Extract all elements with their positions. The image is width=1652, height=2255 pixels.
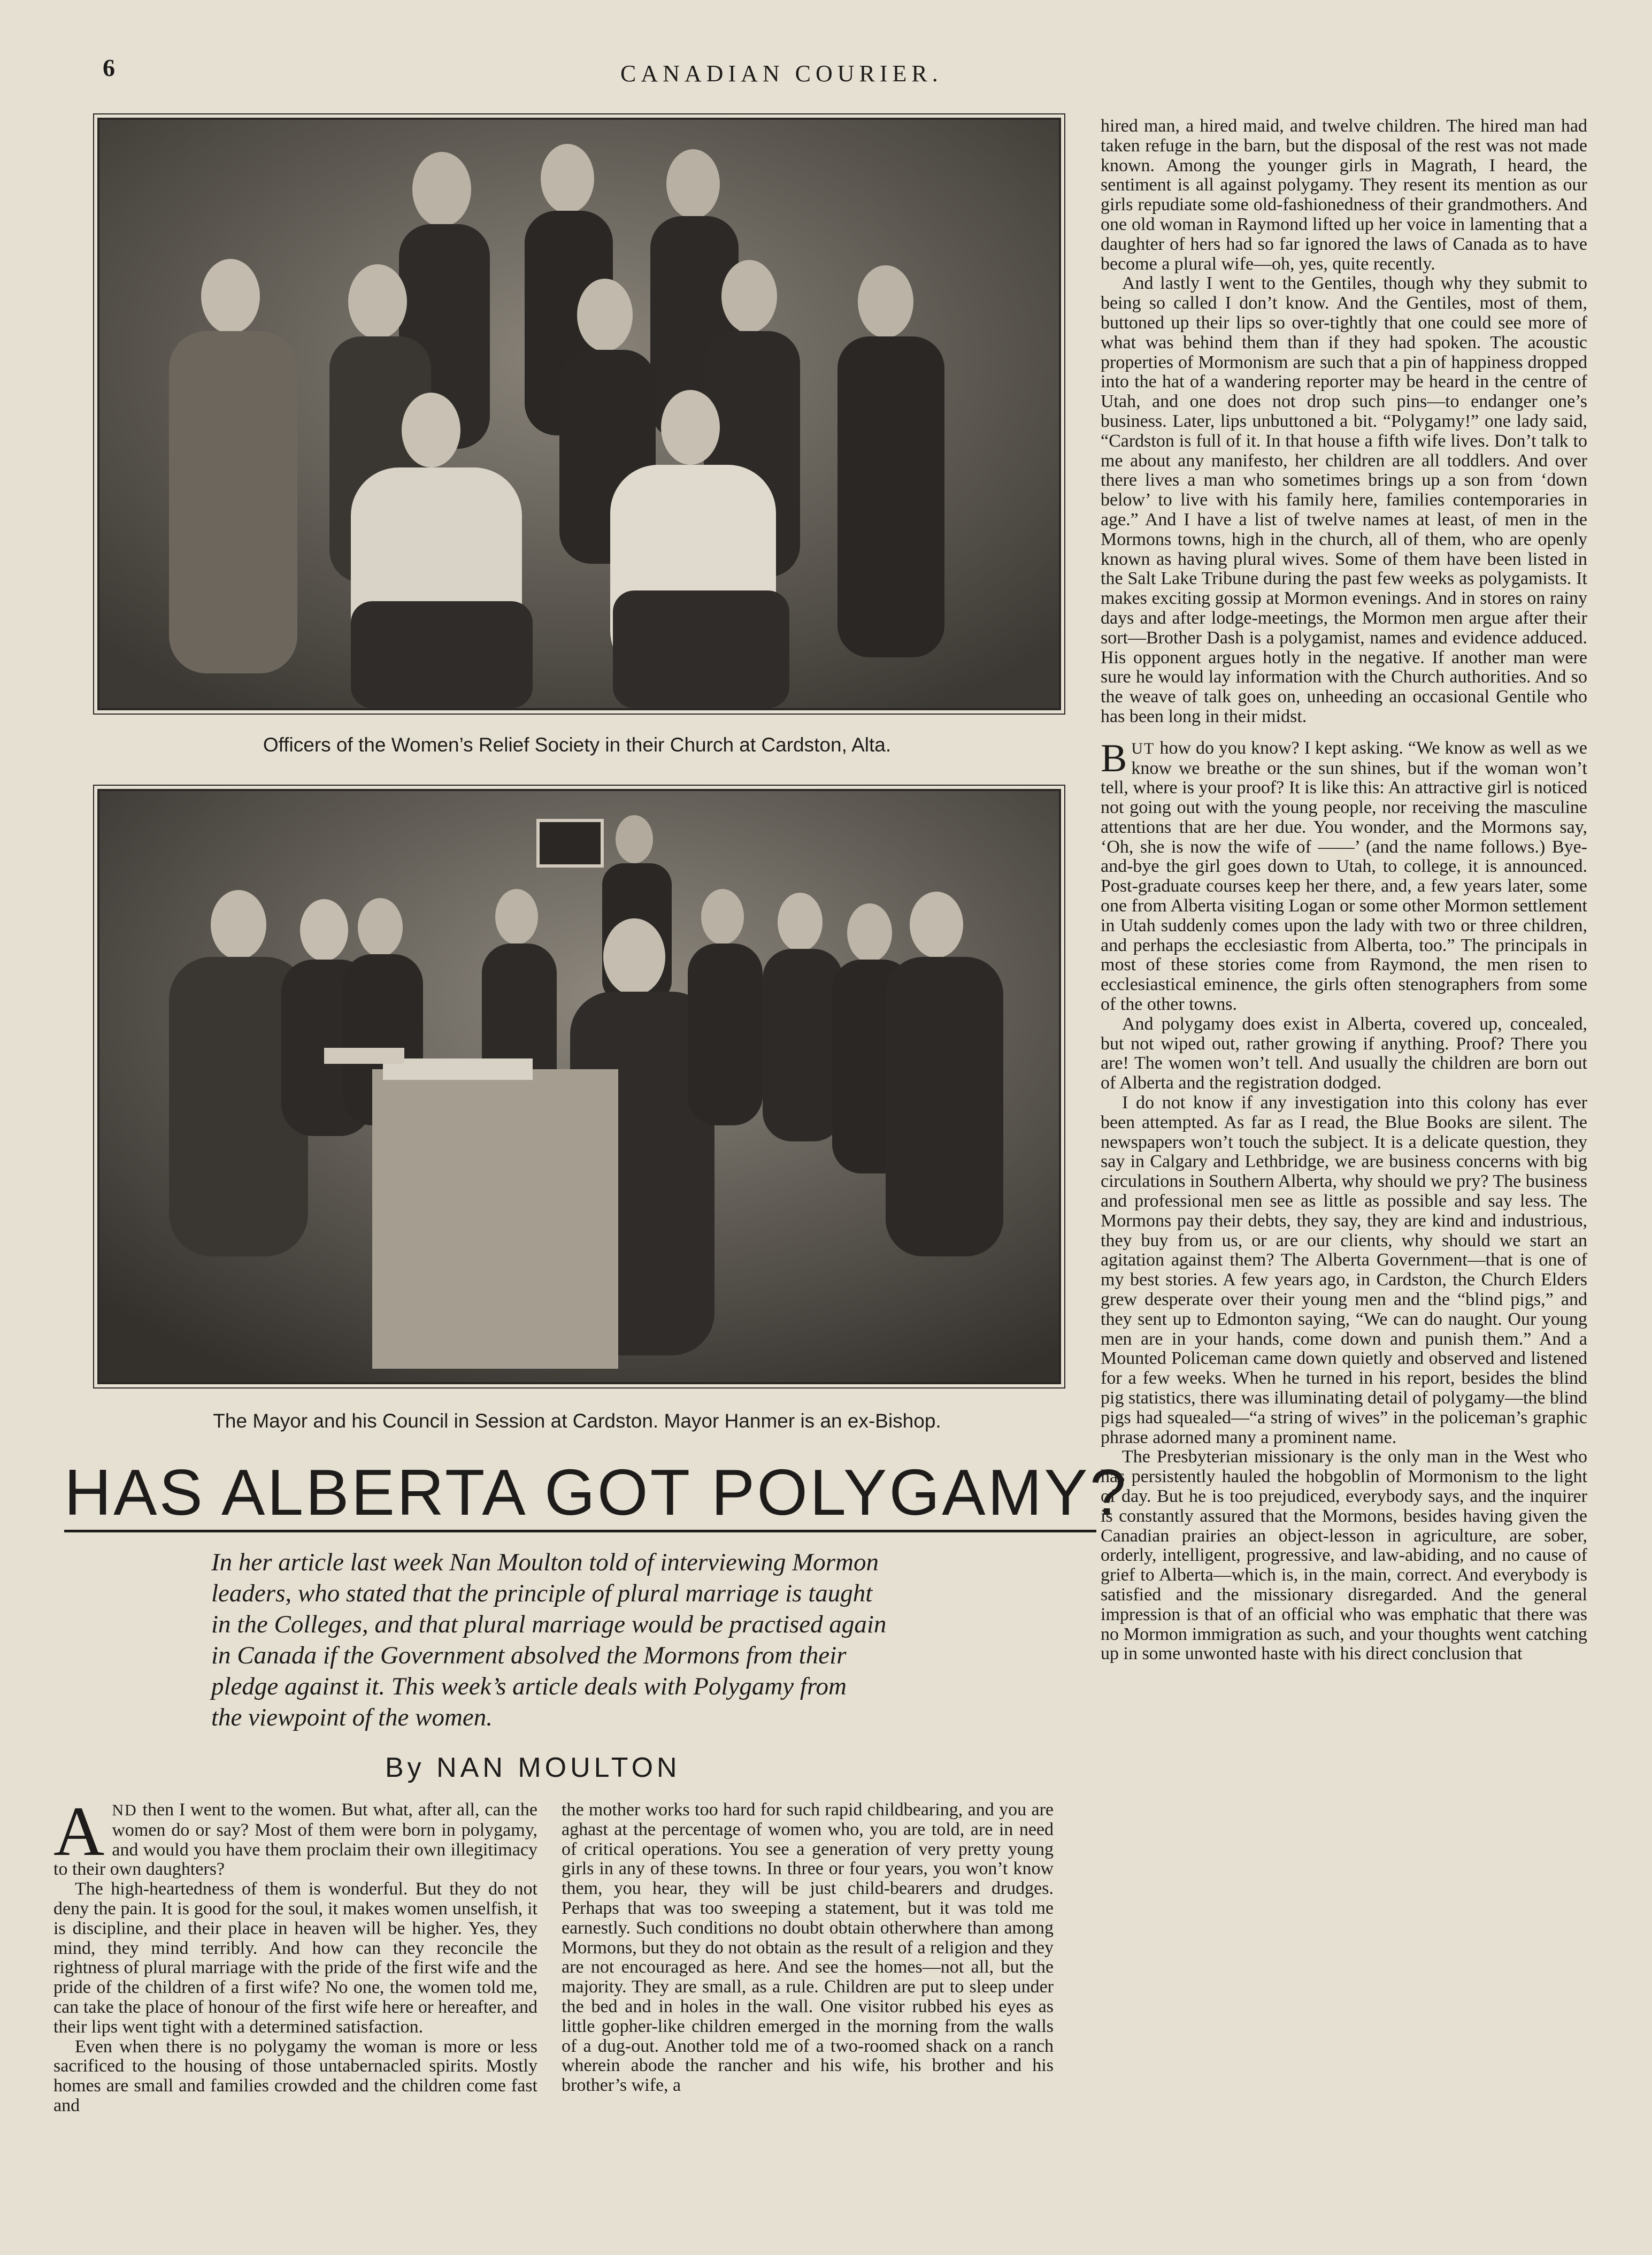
article-headline: HAS ALBERTA GOT POLYGAMY?	[64, 1456, 1128, 1529]
drop-cap: A	[53, 1792, 105, 1870]
publication-title: CANADIAN COURIER.	[620, 60, 943, 87]
body-column-middle	[562, 1800, 1054, 2096]
body-paragraph: And lastly I went to the Gentiles, though why they submit to being so called I don’t know. And the Gentiles, most of them, buttoned up their lips so over-tightly that one could see more of what was behind them than if they had spoken. The acoustic properties of Mormonism are such that a pin of happiness dropped into the hat of a wandering reporter may be heard in the centre of Utah, and one does not drop such pins—to endanger one’s business. Later, lips unbuttoned a bit. “Polygamy!” one lady said, “Cardston is full of it. In that house a fifth wife lives. Don’t talk to me about any manifesto, her children are all toddlers. And over there lives a man who sometimes brings up a son from ‘down below’ to live with his family here, families contemporaries in age.” And I have a list of twelve names at least, of men in the Mormons towns, high in the church, all of them, who are openly known as having plural wives. Some of them have been listed in the Salt Lake Tribune during the past few weeks as polygamists. It makes exciting gossip at Mormon evenings. And in stores on rainy days and after lodge-meetings, the Mormon men argue after their sort—Brother Dash is a polygamist, names and evidence adduced. His opponent argues hotly in the negative. If another man were sure he would lay information with the Church authorities. And so the weave of talk goes on, unheeding an occasional Gentile who has been long in their midst.	[1101, 273, 1587, 726]
section-opening-text: how do you know? I kept asking. “We know as well as we know we breathe or the sun shines, but if the woman won’t tell, where is your proof? It is like this: An attractive girl is noticed not going out with the young people, nor receiving the masculine attentions that are her due. You wonder, and the Mormons say, ‘Oh, she is now the wife of ——’ (and the name follows.) Bye-and-bye the girl goes down to Utah, to college, it is announced. Post-graduate courses keep her there, and, a few years later, some one from Alberta visiting Logan or some other Mormon settlement in Utah suddenly comes upon the lady with two or three children, and perhaps the ecclesiastic from Alberta, too.” The principals in most of these stories come from Raymond, the men risen to ecclesiastical eminence, the girls often stenographers from some of the other towns.	[1101, 738, 1587, 1015]
lead-in: ND	[112, 1801, 137, 1819]
body-paragraph: the mother works too hard for such rapid childbearing, and you are aghast at the percentage of women who, you are told, are in need of critical operations. You see a generation of very pretty young girls in any of these towns. In three or four years, you won’t know them, you hear, they will be just child-bearers and drudges. Perhaps that was too sweeping a statement, but it was told me earnestly. Such conditions no doubt obtain otherwhere than among Mormons, but they do not obtain as the result of a religion and they are not encouraged as here. And see the homes—not all, but the majority. They are small, as a rule. Children are put to sleep under the bed and in holes in the wall. One visitor rubbed his eyes as little gopher-like children emerged in the morning from the walls of a dug-out. Another told me of a two-roomed shack on a ranch wherein abode the rancher and his wife, his brother and his brother’s wife, a	[562, 1800, 1054, 2096]
opening-paragraph	[53, 1792, 537, 1880]
body-column-right	[1101, 117, 1587, 1664]
body-paragraph: Even when there is no polygamy the woman is more or less sacrificed to the housing of those untabernacled spirits. Mostly homes are small and families crowded and the children come fast and	[53, 2036, 537, 2115]
page-number: 6	[103, 54, 115, 81]
body-paragraph: And polygamy does exist in Alberta, covered up, concealed, but not wiped out, rather growing if anything. Proof? There you are! The women won’t tell. And usually the children are born out of Alberta and the registration dodged.	[1101, 1014, 1587, 1093]
photo-mayor-council	[97, 789, 1061, 1384]
section-drop-cap: B	[1101, 736, 1127, 780]
body-paragraph: I do not know if any investigation into this colony has ever been attempted. As far as I read, the Blue Books are silent. The newspapers won’t touch the subject. It is a delicate question, they say in Calgary and Lethbridge, we are business concerns with big circulations in Southern Alberta, why should we pry? The business and professional men see as little as possible and say less. The Mormons pay their debts, they say, they are kind and industrious, they buy from us, or are our clients, why should we start an agitation against them? The Alberta Government—that is one of my best stories. A few years ago, in Cardston, the Church Elders grew desperate over their young men and the “blind pigs,” and they sent up to Edmonton saying, “We can do naught. Our young men are in your hands, come down and punish them.” And a Mounted Policeman came down quietly and observed and listened for a few weeks. When he turned in his report, besides the blind pig statistics, there was illuminating detail of polygamy—the blind pigs had squealed—“a string of wives” in the policeman’s graphic phrase adorned many a prominent name.	[1101, 1093, 1587, 1447]
deck-line: in the Colleges, and that plural marriage would be practised again	[211, 1610, 887, 1638]
group-portrait-women	[99, 120, 1059, 708]
body-paragraph: hired man, a hired maid, and twelve children. The hired man had taken refuge in the barn, but the disposal of the rest was not made known. Among the younger girls in Magrath, I heard, the sentiment is all against polygamy. They resent its mention as our girls repudiate some old-fashionedness of their grandmothers. And one old woman in Raymond lifted up her voice in lamenting that a daughter of hers had so far ignored the laws of Canada as to have become a plural wife—oh, yes, quite recently.	[1101, 116, 1587, 274]
section-lead-in: UT	[1131, 739, 1155, 757]
body-paragraph: The Presbyterian missionary is the only man in the West who has persistently hauled the hobgoblin of Mormonism to the light of day. But he is too prejudiced, everybody says, and the inquirer is constantly assured that the Mormons, besides having given the Canadian prairies an object-lesson in agriculture, are sober, orderly, intelligent, progressive, and law-abiding, and no cause of grief to Alberta—which is, in the main, correct. And everybody is satisfied and the missionary disregarded. And the general impression is that of an official who was emphatic that there was no Mormon immigration as such, and your thoughts went catching up in some unwonted haste with his direct conclusion that	[1101, 1447, 1587, 1664]
article-deck	[211, 1547, 928, 1733]
headline-underline	[64, 1530, 1096, 1532]
opening-text: then I went to the women. But what, after all, can the women do or say? Most of them were born in polygamy, and would you have them proclaim their own illegitimacy to their own daughters?	[53, 1800, 537, 1880]
article-byline: By NAN MOULTON	[385, 1752, 681, 1783]
photo-caption-1: Officers of the Women’s Relief Society in their Church at Cardston, Alta.	[263, 734, 892, 756]
group-portrait-council	[99, 791, 1059, 1382]
deck-line: in Canada if the Government absolved the Mormons from their	[211, 1642, 847, 1669]
deck-line: the viewpoint of the women.	[211, 1704, 493, 1731]
section-opening-paragraph	[1101, 736, 1587, 1015]
photo-caption-2: The Mayor and his Council in Session at Cardston. Mayor Hanmer is an ex-Bishop.	[213, 1410, 941, 1432]
deck-line: pledge against it. This week’s article deals with Polygamy from	[211, 1673, 847, 1700]
body-column-left	[53, 1792, 537, 2116]
deck-line: leaders, who stated that the principle of plural marriage is taught	[211, 1579, 873, 1607]
deck-line: In her article last week Nan Moulton told of interviewing Mormon	[211, 1548, 879, 1576]
body-paragraph: The high-heartedness of them is wonderful. But they do not deny the pain. It is good for the soul, it makes women unselfish, it is discipline, and their place in heaven will be higher. Yes, they mind, they mind terribly. And how can they reconcile the rightness of plural marriage with the pride of the first wife and the pride of the children of a first wife? No one, the women told me, can take the place of honour of the first wife here or hereafter, and their lips went tight with a determined satisfaction.	[53, 1879, 537, 2037]
photo-womens-relief-society	[97, 118, 1061, 710]
